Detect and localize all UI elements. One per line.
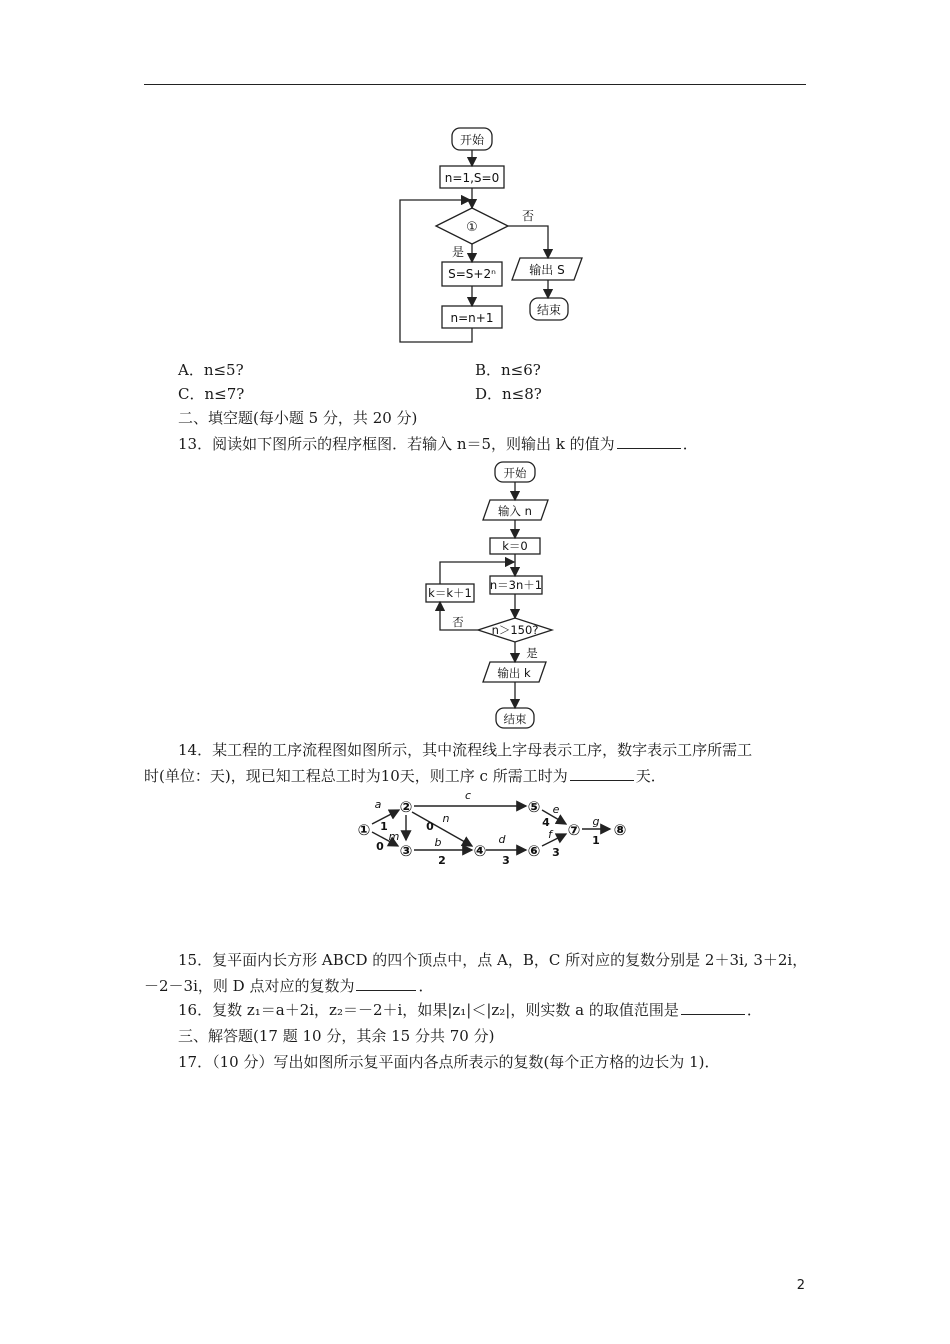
day-f: 3 — [552, 846, 560, 859]
q13-blank[interactable] — [617, 434, 681, 449]
q15-blank[interactable] — [356, 976, 416, 991]
q16-end: ． — [746, 1001, 762, 1019]
no-label: 否 — [521, 209, 535, 223]
section-3-heading: 三、解答题(17 题 10 分，其余 15 分共 70 分) — [178, 1027, 495, 1045]
cond-label-2: n＞150? — [491, 623, 539, 637]
input-label: 输入 n — [498, 504, 532, 518]
edge-f: f — [548, 828, 552, 841]
edge-g: g — [592, 815, 600, 828]
day-d: 3 — [502, 854, 510, 867]
start-label-2: 开始 — [503, 466, 527, 480]
q15-text: －2－3i，则 D 点对应的复数为 — [144, 977, 355, 995]
option-b: B．n≤6? — [475, 361, 541, 379]
cond-label: ① — [466, 220, 478, 235]
process-network-diagram — [350, 790, 640, 870]
edge-e: e — [552, 803, 560, 816]
edge-d: d — [498, 833, 506, 846]
question-17: 17．（10 分）写出如图所示复平面内各点所表示的复数(每个正方格的边长为 1)． — [178, 1053, 720, 1071]
node-4: ④ — [473, 842, 487, 860]
update-n-label-2: n＝3n＋1 — [489, 578, 543, 592]
header-rule — [144, 84, 806, 85]
yes-label-2: 是 — [526, 646, 538, 660]
no-label-2: 否 — [452, 615, 464, 629]
question-15-line-1: 15．复平面内长方形 ABCD 的四个顶点中，点 A，B，C 所对应的复数分别是 2＋3i, 3＋2i， — [178, 951, 808, 969]
flowchart-2 — [420, 456, 580, 732]
q14-end: 天． — [635, 767, 666, 785]
q13-text: 13．阅读如下图所示的程序框图．若输入 n＝5，则输出 k 的值为 — [178, 435, 615, 453]
q14-blank[interactable] — [570, 766, 634, 781]
page-number: 2 — [796, 1278, 805, 1293]
day-n: 0 — [426, 820, 434, 833]
edge-m: m — [388, 830, 400, 843]
day-e: 4 — [542, 816, 550, 829]
section-2-heading: 二、填空题(每小题 5 分，共 20 分) — [178, 409, 418, 427]
output-label-2: 输出 k — [497, 666, 531, 680]
day-a: 1 — [380, 820, 388, 833]
q16-blank[interactable] — [681, 1000, 745, 1015]
question-14-line-1: 14．某工程的工序流程图如图所示，其中流程线上字母表示工序，数字表示工序所需工 — [178, 741, 753, 759]
day-m: 0 — [376, 840, 384, 853]
question-15-line-2 — [144, 976, 433, 996]
yes-label: 是 — [451, 245, 465, 259]
end-label: 结束 — [536, 303, 562, 317]
init-k-label: k＝0 — [502, 539, 528, 553]
option-c: C．n≤7? — [178, 385, 245, 403]
node-3: ③ — [399, 842, 413, 860]
update-s-label: S=S+2ⁿ — [448, 267, 496, 281]
end-label-2: 结束 — [503, 712, 527, 726]
option-d: D．n≤8? — [475, 385, 542, 403]
question-14-line-2 — [144, 766, 666, 786]
q16-text: 16．复数 z₁＝a＋2i，z₂＝－2＋i，如果|z₁|＜|z₂|，则实数 a 的取值范围是 — [178, 1001, 679, 1019]
node-7: ⑦ — [567, 821, 581, 839]
node-6: ⑥ — [527, 842, 541, 860]
q14-text: 时(单位：天)，现已知工程总工时为10天，则工序 c 所需工时为 — [144, 767, 568, 785]
day-g: 1 — [592, 834, 600, 847]
node-8: ⑧ — [613, 821, 627, 839]
update-k-label: k＝k＋1 — [428, 586, 472, 600]
output-label: 输出 S — [529, 263, 565, 277]
init-label: n=1,S=0 — [444, 171, 500, 185]
node-2: ② — [399, 798, 413, 816]
start-label: 开始 — [459, 133, 485, 147]
node-1: ① — [357, 821, 371, 839]
update-n-label: n=n+1 — [450, 311, 494, 325]
option-a: A．n≤5? — [178, 361, 244, 379]
q13-end: ． — [682, 435, 698, 453]
question-13 — [178, 434, 698, 454]
day-b: 2 — [438, 854, 446, 867]
node-5: ⑤ — [527, 798, 541, 816]
edge-a: a — [374, 798, 382, 811]
edge-b: b — [434, 836, 442, 849]
edge-c: c — [464, 790, 472, 802]
flowchart-1 — [390, 120, 610, 350]
question-16 — [178, 1000, 762, 1020]
q15-end: ． — [418, 977, 434, 995]
edge-n: n — [442, 812, 450, 825]
